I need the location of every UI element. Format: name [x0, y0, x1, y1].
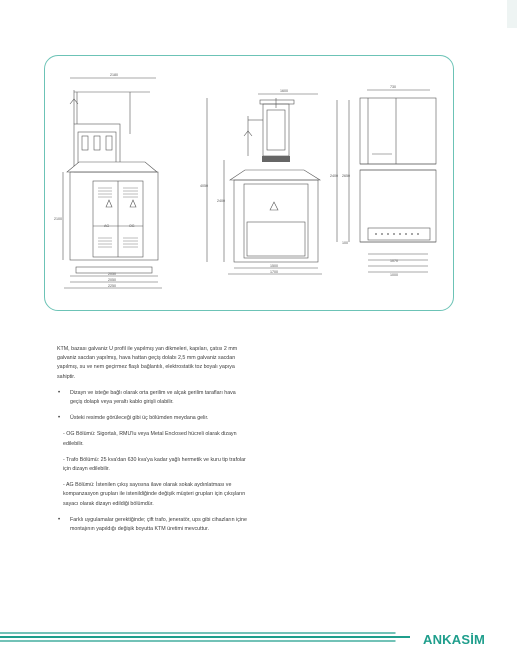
- section-og: - OG Bölümü: Sigortalı, RMU'lu veya Metal Enclosed hücreli olarak dizayn edilebilir.: [63, 431, 237, 447]
- brand-logo: ANKASİM: [423, 632, 486, 647]
- dim-side-top: 1600: [280, 89, 288, 93]
- dim-side-base1: 1500: [270, 264, 278, 268]
- corner-tab: [507, 0, 517, 28]
- dim-h-left: 2100: [54, 217, 62, 221]
- dim-w-base1: 2050: [108, 272, 116, 276]
- dim-w-top: 2180: [110, 73, 118, 77]
- dim-right-h1: 2400: [330, 174, 338, 178]
- section-ag: - AG Bölümü: İstenilen çıkış sayısına ilave olarak sokak aydınlatması ve kompanzasyon grupları ile istenildiğinde değişik müşteri grupları için çıkışların sayacı olarak dizayn edildiği bölümdür.: [63, 482, 246, 507]
- section-trafo: - Trafo Bölümü: 25 kva'dan 630 kva'ya kadar yağlı hermetik ve kuru tip trafolar için dizayn edilebilir.: [63, 456, 246, 473]
- bullet-item: • Üsteki resimde görüleceği gibi üç bölümden meydana gelir.: [57, 414, 247, 423]
- bullet-item: • Dizayn ve isteğe bağlı olarak orta gerilim ve alçak gerilim tarafları hava geçiş dolaplı veya yeraltı kablo girişli olabilir.: [57, 389, 247, 407]
- front-view: [63, 78, 162, 288]
- technical-drawing: [50, 62, 450, 294]
- description-text: [57, 345, 247, 541]
- dim-right-mid: 100: [342, 241, 348, 245]
- section-view: [337, 90, 436, 272]
- dim-side-h2: 2400: [217, 199, 225, 203]
- cell-label-ag: AG: [104, 224, 110, 228]
- paragraph-intro: KTM, bazası galvaniz U profil ile yapılmış yan dikmeleri, kapıları, çatısı 2 mm galvaniz sacdan yapılmış, hava hattan geçiş dolabı 2,5 mm galvaniz sacdan yapılmış, su ve nem geçirmez flaşlı bağlantılı, elektrostatik toz boyalı yapıya sahiptir.: [57, 346, 238, 380]
- dim-right-b1: 1070: [390, 259, 398, 263]
- dim-w-base2: 2050: [108, 278, 116, 282]
- dim-right-h2: 2650: [342, 174, 350, 178]
- footer-stripes: [0, 627, 410, 647]
- cell-label-og: OG: [129, 224, 135, 228]
- side-view: [207, 94, 322, 274]
- dim-right-b2: 1000: [390, 273, 398, 277]
- dim-side-h1: 4050: [200, 184, 208, 188]
- bullet-item: • Farklı uygulamalar gerektiğinde; çift trafo, jeneratör, ups gibi cihazların içine montajının yapıldığı değişik boyutta KTM üretimi mevcuttur.: [57, 516, 247, 534]
- dim-right-top: 730: [390, 85, 396, 89]
- dim-w-base3: 2250: [108, 284, 116, 288]
- dim-side-base2: 1700: [270, 270, 278, 274]
